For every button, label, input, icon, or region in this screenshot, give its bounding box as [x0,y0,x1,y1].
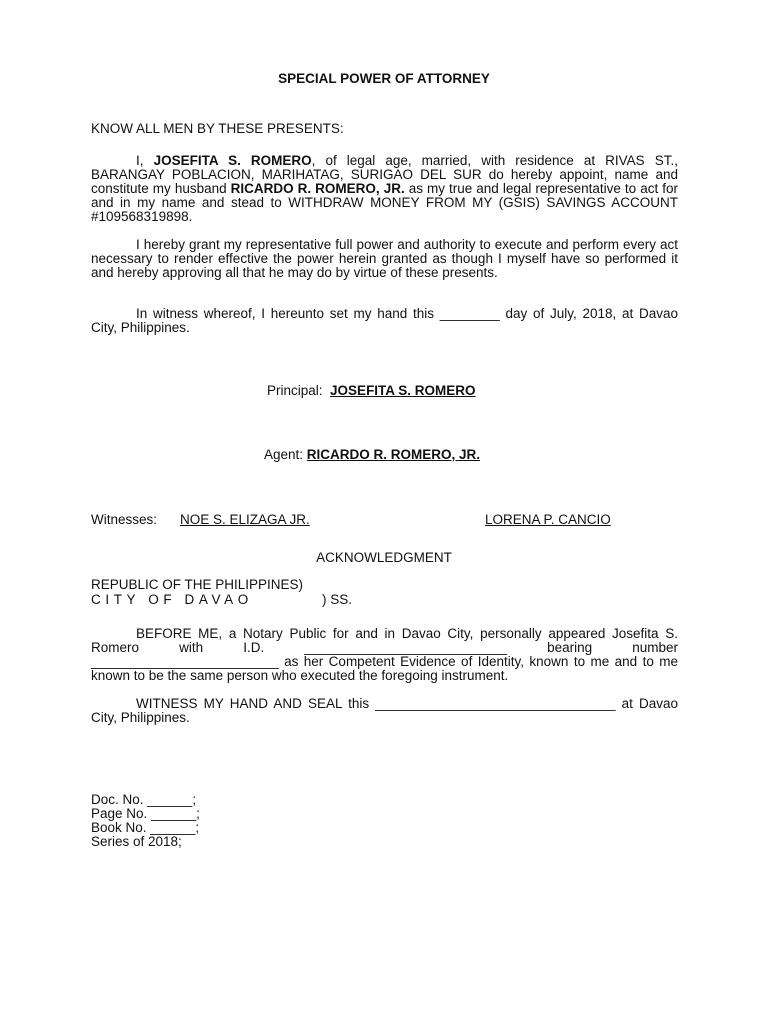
page-no: Page No. ______; [91,806,200,821]
acknowledgment-title: ACKNOWLEDGMENT [316,550,452,565]
agent-signature-block [264,448,480,462]
acknowledgment-body: BEFORE ME, a Notary Public for and in Davao City, personally appeared Josefita S. Romero with I.D. ___________________________ bearing number _________________________ as her Competent Evidence of Identity, known to me and to me known to be the same person who executed the foregoing instrument. [91,626,678,683]
series: Series of 2018; [91,834,182,849]
witness-whereof-paragraph: In witness whereof, I hereunto set my hand this ________ day of July, 2018, at Davao City, Philippines. [91,306,678,335]
para1-text-1: I, [136,153,154,168]
venue-ss: ) SS. [322,592,353,607]
document-title: SPECIAL POWER OF ATTORNEY [278,71,490,86]
para1-text-2: , of legal age, married, with residence at RIVAS ST., BARANGAY POBLACION, MARIHATAG, SURIGAO DEL SUR do hereby appoint, name and constitute my husband [91,153,678,196]
witnesses-label: Witnesses: [91,512,158,527]
venue-line-1: REPUBLIC OF THE PHILIPPINES) [91,577,304,592]
agent-name-inline: RICARDO R. ROMERO, JR. [230,181,405,196]
opening-line: KNOW ALL MEN BY THESE PRESENTS: [91,121,344,136]
witness-1-name: NOE S. ELIZAGA JR. [180,512,310,527]
agent-name: RICARDO R. ROMERO, JR. [306,447,481,462]
appointment-paragraph [91,154,678,224]
book-no: Book No. ______; [91,820,200,835]
principal-signature-block [267,384,476,398]
principal-name-inline: JOSEFITA S. ROMERO [153,153,312,168]
principal-label: Principal: [267,383,323,398]
witness-2-name: LORENA P. CANCIO [485,512,611,527]
authority-paragraph: I hereby grant my representative full power and authority to execute and perform every act necessary to render effective the power herein granted as though I myself have so performed it and hereby approving all that he may do by virtue of these presents. [91,237,678,280]
venue-line-2: CITY OF DAVAO [91,592,253,607]
para1-text-3: as my true and legal representative to act for and in my name and stead to WITHDRAW MONEY FROM MY (GSIS) SAVINGS ACCOUNT #109568319898. [91,181,678,224]
principal-name: JOSEFITA S. ROMERO [330,383,476,398]
agent-label: Agent: [264,447,304,462]
witness-hand-paragraph: WITNESS MY HAND AND SEAL this ________________________________ at Davao City, Philippines. [91,696,678,725]
doc-no: Doc. No. ______; [91,792,197,807]
